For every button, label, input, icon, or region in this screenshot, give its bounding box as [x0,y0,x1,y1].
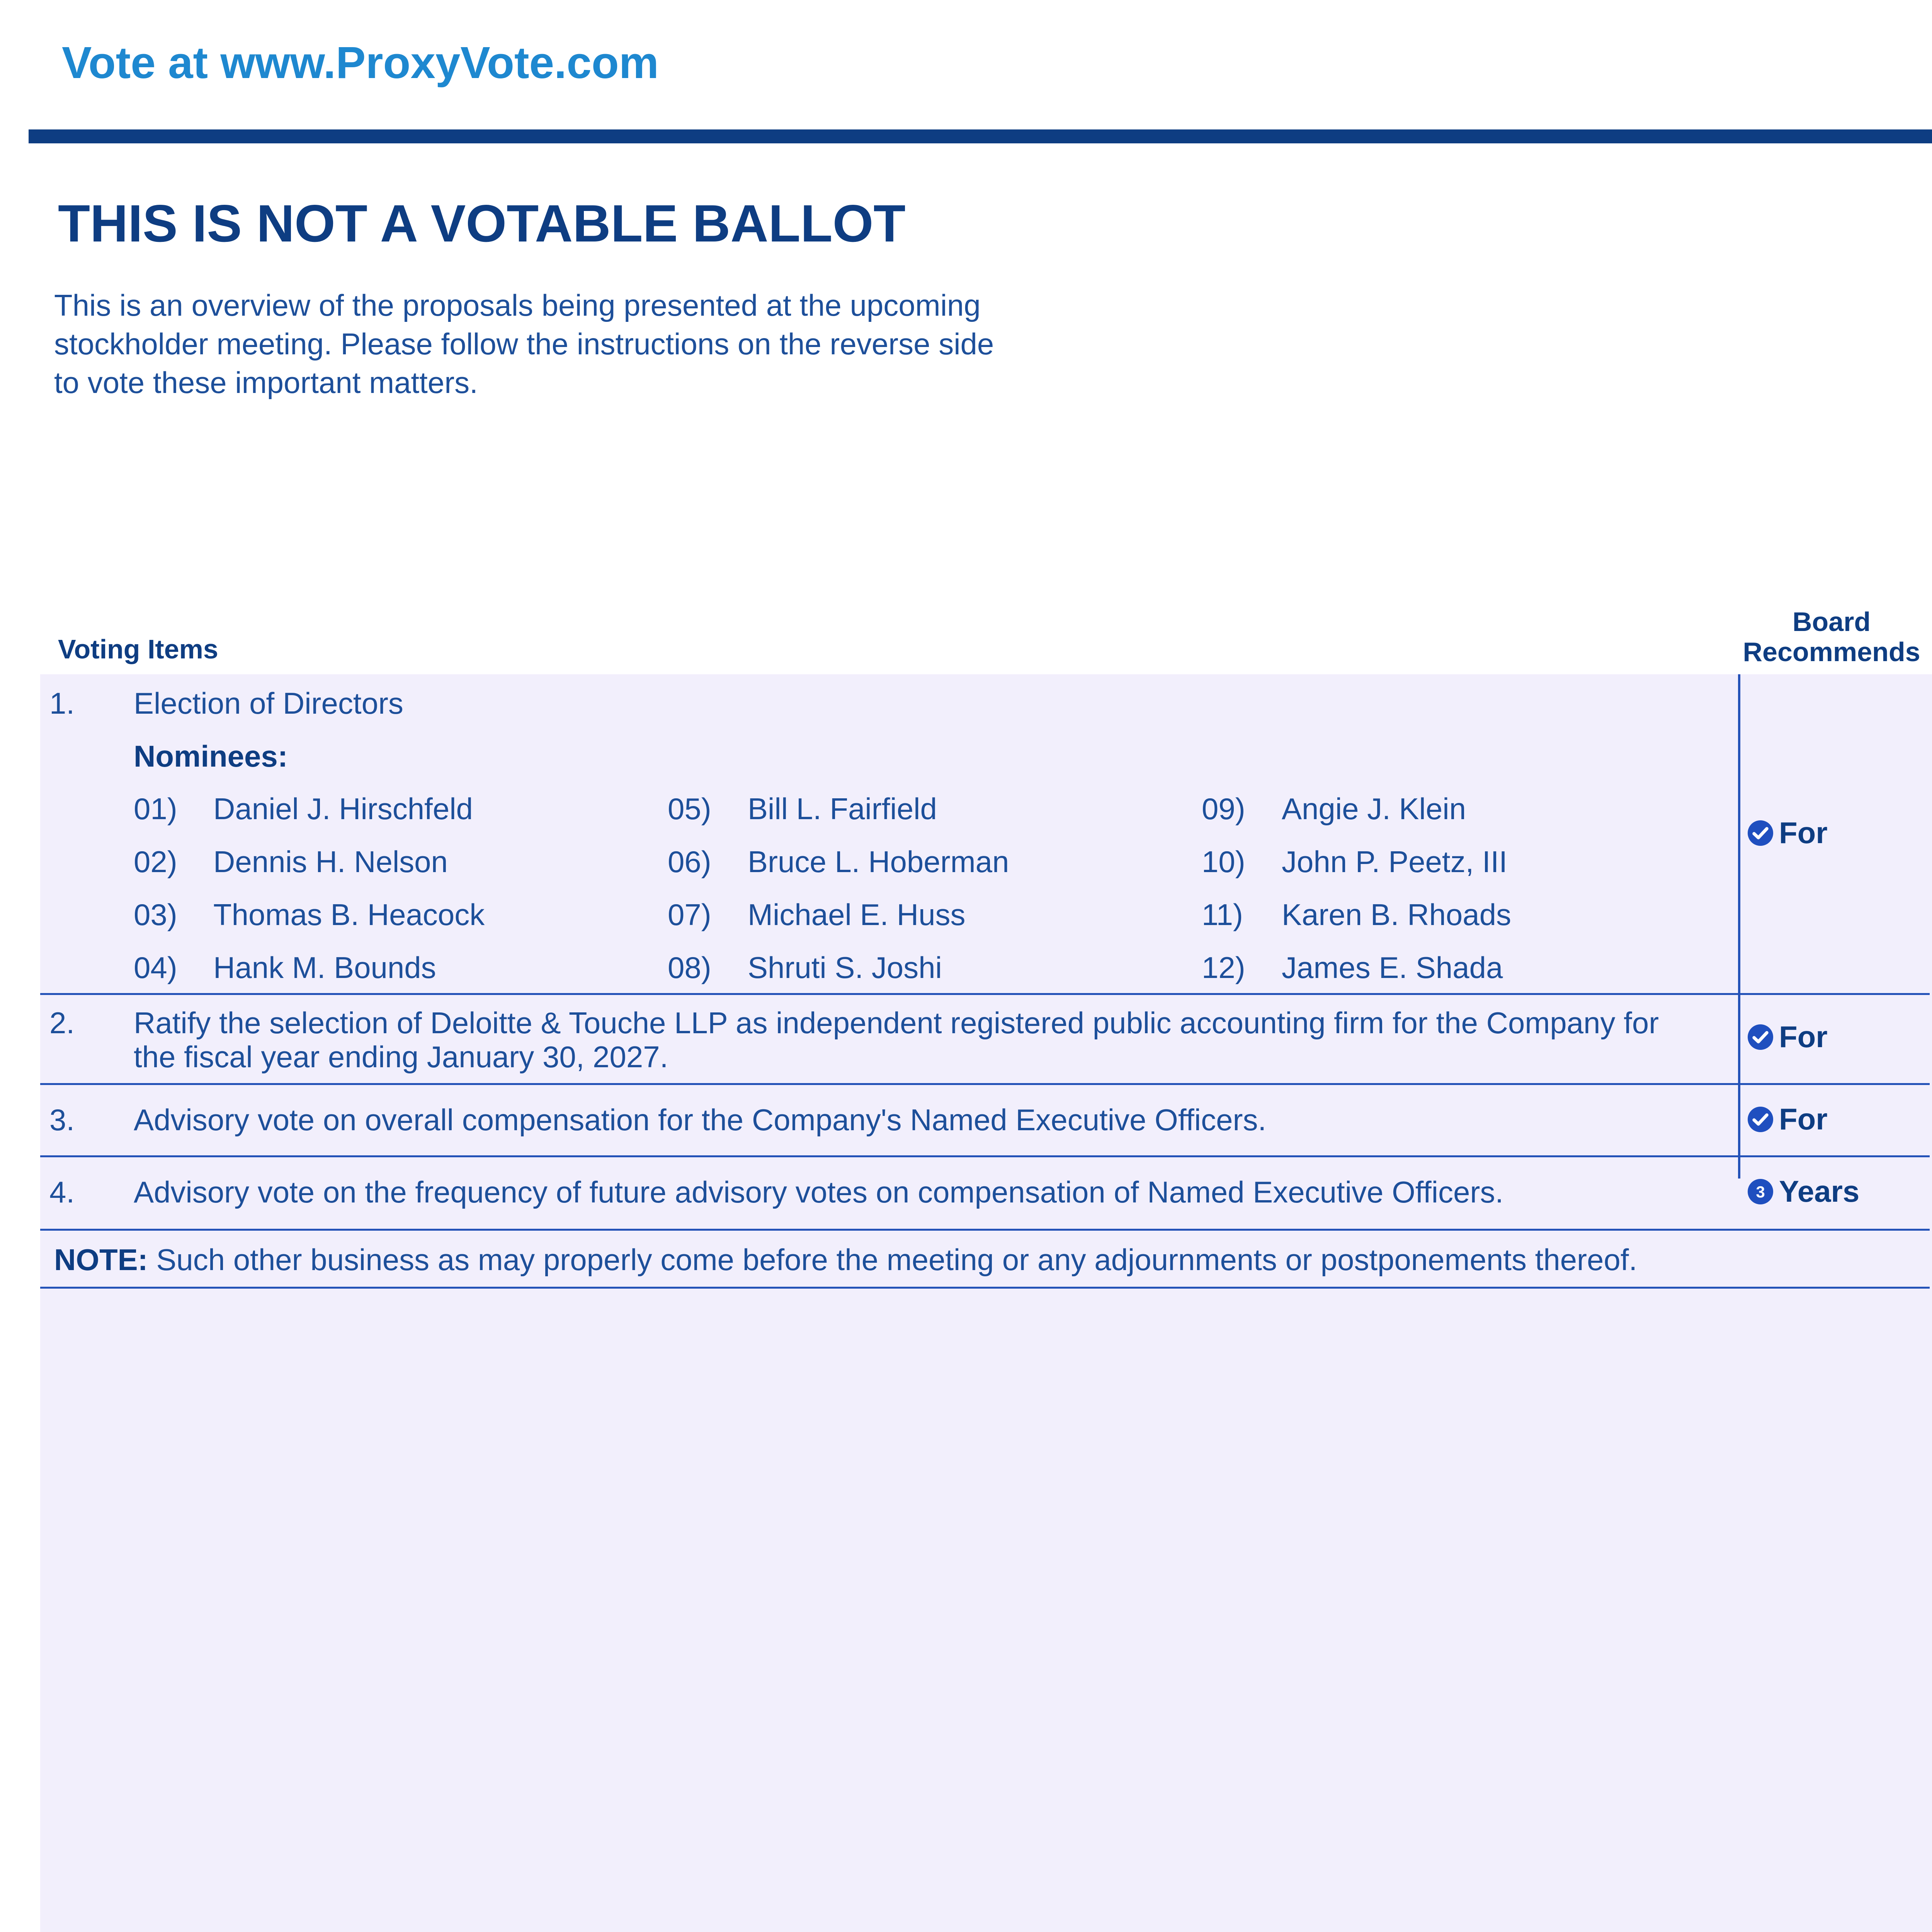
check-circle-icon [1747,819,1774,847]
nominee-number: 08) [668,951,711,985]
recommendation-label: For [1779,1102,1828,1136]
row-divider [40,1083,1930,1085]
nominee-name: Angie J. Klein [1282,792,1466,826]
voting-items-header: Voting Items [58,634,218,664]
item-text-line: the fiscal year ending January 30, 2027. [134,1040,668,1074]
nominee-name: Hank M. Bounds [213,951,436,985]
nominee-number: 05) [668,792,711,826]
nominee-name: Daniel J. Hirschfeld [213,792,473,826]
nominee-name: Thomas B. Heacock [213,898,485,932]
row-divider [40,1155,1930,1157]
check-circle-icon [1747,1105,1774,1133]
recommendation-badge-number: 3 [1756,1182,1765,1201]
item-number: 4. [49,1175,75,1209]
board-recommends-header: Board Recommends [1743,607,1920,667]
nominee-number: 03) [134,898,177,932]
note-line [54,1242,1637,1277]
item-text: Advisory vote on the frequency of future advisory votes on compensation of Named Executive Officers. [134,1175,1504,1209]
nominee-number: 11) [1202,898,1243,932]
nominee-name: John P. Peetz, III [1282,845,1507,879]
row-divider [40,1287,1930,1289]
nominee-number: 07) [668,898,711,932]
nominee-name: Karen B. Rhoads [1282,898,1512,932]
nominee-number: 01) [134,792,177,826]
note-text: Such other business as may properly come before the meeting or any adjournments or postponements thereof. [148,1243,1638,1277]
header-rule [29,129,1932,143]
item-text: Election of Directors [134,686,403,720]
item-number: 2. [49,1006,75,1040]
item-number: 1. [49,686,75,720]
nominee-name: Bill L. Fairfield [748,792,937,826]
nominee-name: James E. Shada [1282,951,1503,985]
nominee-name: Shruti S. Joshi [748,951,942,985]
nominees-label: Nominees: [134,739,288,773]
note-label: NOTE: [54,1243,148,1277]
nominee-number: 04) [134,951,177,985]
nominee-name: Michael E. Huss [748,898,966,932]
nominee-number: 02) [134,845,177,879]
nominee-name: Bruce L. Hoberman [748,845,1009,879]
board-recommendation [1747,815,1828,850]
page-title: THIS IS NOT A VOTABLE BALLOT [58,194,906,253]
recommendation-label: Years [1779,1174,1860,1208]
recommendation-label: For [1779,816,1828,850]
row-divider [40,993,1930,995]
nominee-number: 09) [1202,792,1245,826]
recommendation-label: For [1779,1020,1828,1054]
column-divider [1738,674,1740,1179]
item-text-line: Ratify the selection of Deloitte & Touche LLP as independent registered public accounting firm for the Company for [134,1006,1659,1040]
item-number: 3. [49,1103,75,1137]
check-circle-icon [1747,1023,1774,1051]
nominee-name: Dennis H. Nelson [213,845,448,879]
row-divider [40,1229,1930,1231]
board-recommendation [1747,1102,1828,1137]
proxyvote-header-link[interactable]: Vote at www.ProxyVote.com [62,37,659,88]
intro-paragraph: This is an overview of the proposals being presented at the upcoming stockholder meeting. Please follow the instructions on the reverse side to vote these important matters. [54,288,994,400]
nominee-number: 06) [668,845,711,879]
board-recommendation [1747,1019,1828,1054]
item-text: Advisory vote on overall compensation for the Company's Named Executive Officers. [134,1103,1267,1137]
nominee-number: 12) [1202,951,1245,985]
board-recommendation [1747,1174,1859,1209]
nominee-number: 10) [1202,845,1245,879]
number-circle-icon [1747,1178,1774,1206]
